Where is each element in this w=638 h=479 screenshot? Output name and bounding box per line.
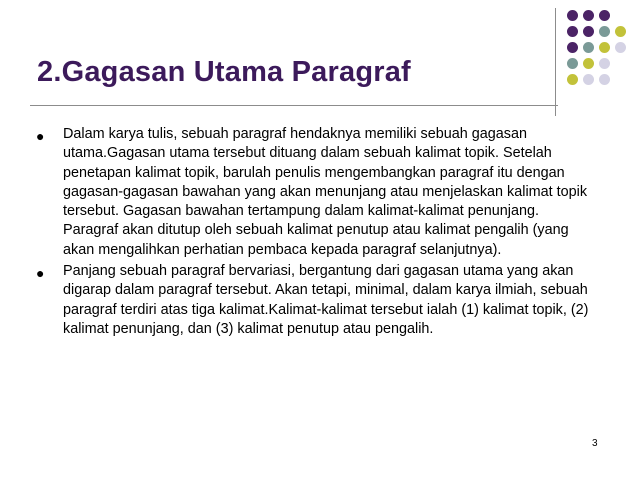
dot	[615, 26, 626, 37]
vertical-divider	[555, 8, 556, 116]
bullet-text: Dalam karya tulis, sebuah paragraf hendaknya memiliki sebuah gagasan utama.Gagasan utama tersebut dituang dalam sebuah kalimat topik. Setelah penetapan kalimat topik, barulah penulis mengembangkan paragraf itu dengan gagasan-gagasan bawahan yang akan menunjang atau menjelaskan kalimat topik tersebut. Gagasan bawahan tertampung dalam kalimat-kalimat penunjang. Paragraf akan ditutup oleh sebuah kalimat penutup atau kalimat pengalih (yang akan mengalihkan perhatian pembaca kepada paragraf selanjutnya).	[63, 126, 588, 258]
page-number: 3	[592, 438, 598, 449]
dot	[599, 42, 610, 53]
list-item	[36, 262, 596, 339]
dot	[567, 26, 578, 37]
list-item	[36, 125, 596, 260]
bullet-icon: ●	[36, 265, 45, 282]
bullet-text: Panjang sebuah paragraf bervariasi, bergantung dari gagasan utama yang akan digarap dalam paragraf tersebut. Akan tetapi, minimal, dalam karya ilmiah, sebuah paragraf terdiri atas tiga kalimat.Kalimat-kalimat tersebut ialah (1) kalimat topik, (2) kalimat penunjang, dan (3) kalimat penutup atau pengalih.	[63, 263, 589, 337]
decorative-dot-grid	[566, 10, 636, 120]
dot	[583, 42, 594, 53]
slide-title: 2.Gagasan Utama Paragraf	[37, 56, 411, 88]
bullet-list	[36, 125, 596, 341]
dot	[583, 26, 594, 37]
title-divider	[30, 105, 558, 106]
dot	[599, 10, 610, 21]
dot	[615, 42, 626, 53]
dot	[567, 42, 578, 53]
dot	[583, 10, 594, 21]
bullet-icon: ●	[36, 128, 45, 144]
dot	[599, 58, 610, 69]
dot	[583, 58, 594, 69]
dot	[599, 74, 610, 85]
dot	[599, 26, 610, 37]
dot	[567, 10, 578, 21]
dot	[567, 58, 578, 69]
dot	[583, 74, 594, 85]
dot	[567, 74, 578, 85]
